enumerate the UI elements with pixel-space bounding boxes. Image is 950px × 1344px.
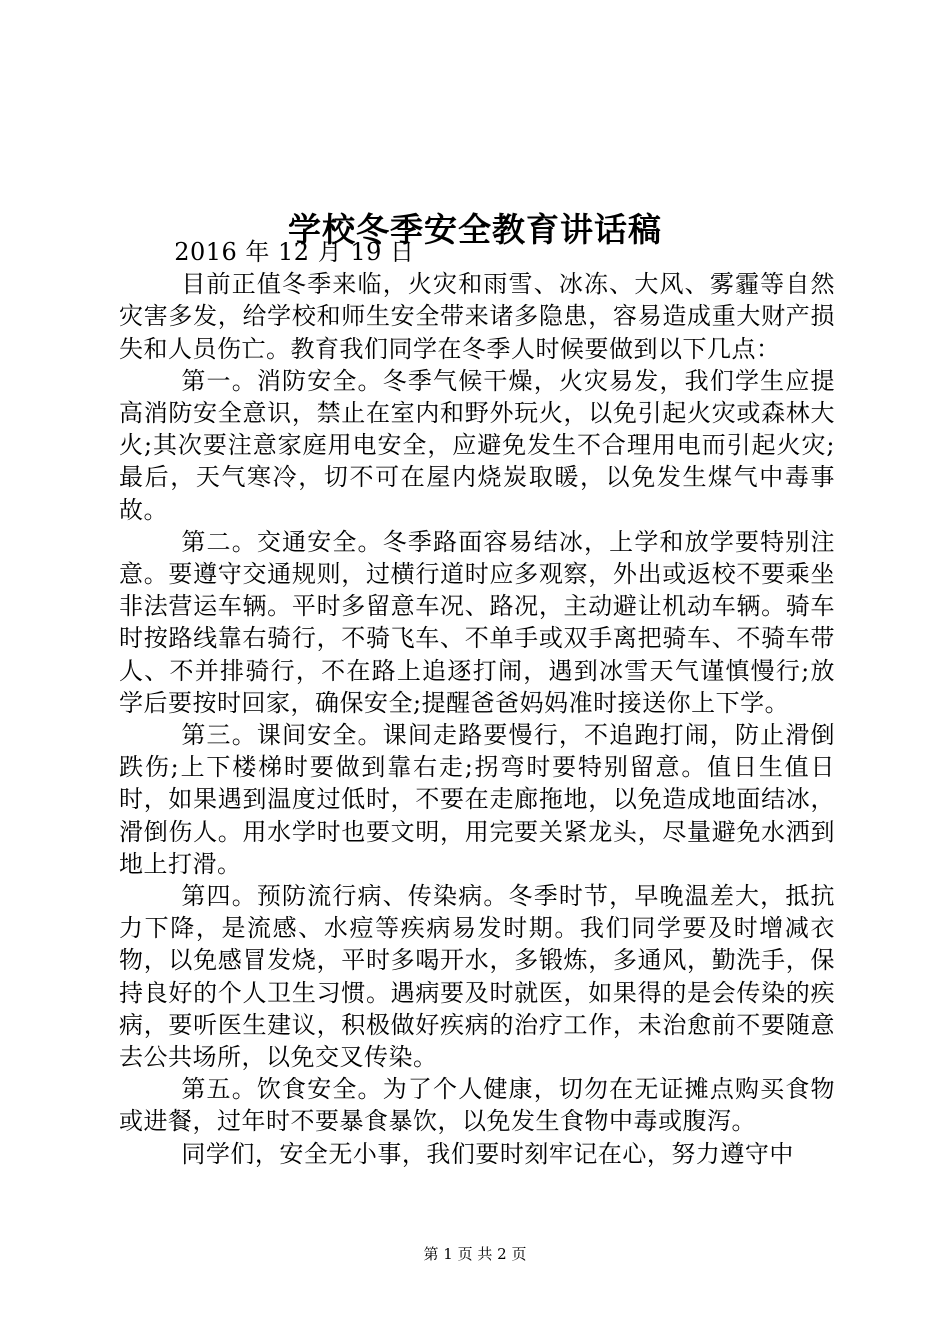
paragraph-food-safety: 第五。饮食安全。为了个人健康，切勿在无证摊点购买食物或进餐，过年时不要暴食暴饮，以免发生食物中毒或腹泻。 xyxy=(119,1075,835,1136)
paragraph-recess-safety: 第三。课间安全。课间走路要慢行，不追跑打闹，防止滑倒跌伤;上下楼梯时要做到靠右走;拐弯时要特别留意。值日生值日时，如果遇到温度过低时，不要在走廊拖地，以免造成地面结冰，滑倒伤人。用水学时也要文明，用完要关紧龙头，尽量避免水洒到地上打滑。 xyxy=(119,721,835,878)
paragraph-fire-safety: 第一。消防安全。冬季气候干燥，火灾易发，我们学生应提高消防安全意识，禁止在室内和野外玩火，以免引起火灾或森林大火;其次要注意家庭用电安全，应避免发生不合理用电而引起火灾;最后，天气寒冷，切不可在屋内烧炭取暖，以免发生煤气中毒事故。 xyxy=(119,366,835,524)
document-body xyxy=(119,236,835,1170)
paragraph-disease-prevention: 第四。预防流行病、传染病。冬季时节，早晚温差大，抵抗力下降，是流感、水痘等疾病易发时期。我们同学要及时增减衣物，以免感冒发烧，平时多喝开水，多锻炼，多通风，勤洗手，保持良好的个人卫生习惯。遇病要及时就医，如果得的是会传染的疾病，要听医生建议，积极做好疾病的治疗工作，未治愈前不要随意去公共场所，以免交叉传染。 xyxy=(119,882,835,1072)
document-title: 学校冬季安全教育讲话稿 xyxy=(288,210,662,250)
paragraph-closing: 同学们，安全无小事，我们要时刻牢记在心，努力遵守中 xyxy=(181,1139,794,1168)
page-footer: 第 1 页 共 2 页 xyxy=(423,1245,527,1263)
document-date: 2016 年 12 月 19 日 xyxy=(174,238,415,266)
paragraph-traffic-safety: 第二。交通安全。冬季路面容易结冰，上学和放学要特别注意。要遵守交通规则，过横行道时应多观察，外出或返校不要乘坐非法营运车辆。平时多留意车况、路况，主动避让机动车辆。骑车时按路线靠右骑行，不骑飞车、不单手或双手离把骑车、不骑车带人、不并排骑行，不在路上追逐打闹，遇到冰雪天气谨慎慢行;放学后要按时回家，确保安全;提醒爸爸妈妈准时接送你上下学。 xyxy=(119,527,835,717)
paragraph-intro: 目前正值冬季来临，火灾和雨雪、冰冻、大风、雾霾等自然灾害多发，给学校和师生安全带来诸多隐患，容易造成重大财产损失和人员伤亡。教育我们同学在冬季人时候要做到以下几点： xyxy=(119,270,835,363)
